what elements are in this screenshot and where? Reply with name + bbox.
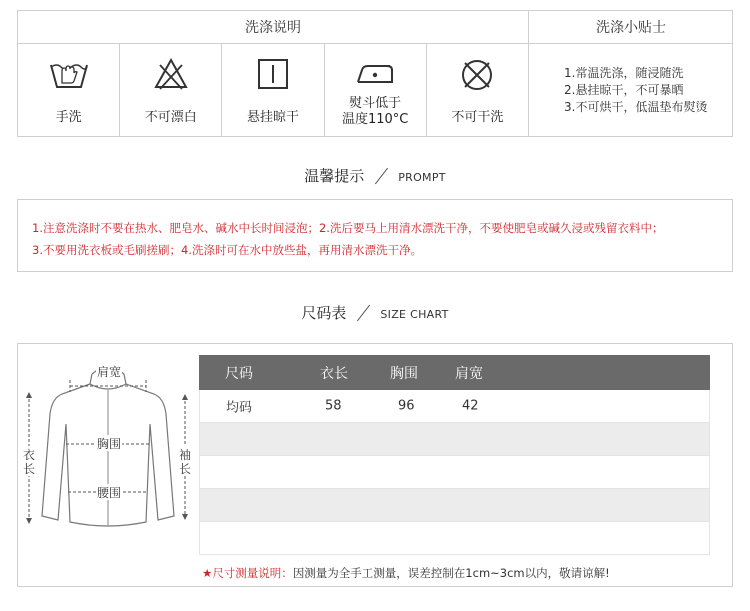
size-chart-section-title	[0, 302, 750, 323]
prompt-box	[17, 199, 733, 272]
care-label-hang-dry: 悬挂晾干	[246, 110, 299, 125]
prompt-title-en: PROMPT	[398, 171, 446, 184]
hang-dry-icon	[256, 57, 290, 91]
size-chart-title-cn: 尺码表	[301, 304, 347, 322]
table-cell: 均码	[226, 400, 253, 416]
prompt-line-2: 3.不要用洗衣板或毛刷搓刷；4.洗涤时可在水中放些盐，再用清水漂洗干净。	[32, 243, 422, 257]
size-table-header	[199, 355, 710, 390]
care-item-no-dry-clean	[427, 44, 529, 137]
care-label-iron-line1: 熨斗低于	[349, 96, 402, 111]
measurement-note-text: 因测量为全手工测量，误差控制在1cm~3cm以内，敬请谅解!	[292, 566, 610, 580]
table-row	[199, 522, 710, 555]
size-chart-title-en: SIZE CHART	[380, 308, 449, 321]
care-tip: 2.悬挂晾干，不可暴晒	[564, 83, 684, 97]
size-header-chest: 胸围	[390, 365, 418, 382]
care-title: 洗涤说明	[18, 11, 529, 44]
diagram-label-shoulder: 肩宽	[96, 365, 122, 379]
diagram-label-sleeve: 袖长	[178, 448, 192, 476]
table-row	[199, 489, 710, 522]
size-header-size: 尺码	[225, 365, 253, 382]
care-tip: 3.不可烘干，低温垫布熨烫	[564, 100, 708, 114]
measurement-note	[202, 565, 610, 581]
size-header-shoulder: 肩宽	[455, 365, 483, 382]
no-dry-clean-icon	[459, 57, 495, 93]
care-item-hang-dry	[222, 44, 324, 137]
table-cell: 58	[325, 398, 342, 414]
care-label-iron-line2: 温度110°C	[341, 112, 409, 127]
care-tips-title: 洗涤小贴士	[529, 11, 733, 44]
star-icon: ★	[202, 566, 213, 580]
measurement-note-label: 尺寸测量说明：	[212, 566, 293, 580]
care-label-no-bleach: 不可漂白	[144, 110, 197, 125]
diagram-label-waist: 腰围	[96, 486, 122, 500]
slash-divider	[374, 167, 388, 185]
care-item-iron	[325, 44, 427, 137]
care-label-iron	[325, 96, 426, 128]
table-row	[199, 456, 710, 489]
care-symbols-row	[18, 44, 529, 137]
hand-wash-icon	[49, 57, 89, 91]
care-item-no-bleach	[120, 44, 222, 137]
prompt-title-cn: 温馨提示	[304, 167, 365, 185]
iron-icon	[354, 58, 396, 88]
care-item-hand-wash	[18, 44, 120, 137]
care-label-hand-wash: 手洗	[55, 110, 82, 125]
table-row	[199, 423, 710, 456]
care-label-no-dry-clean: 不可干洗	[451, 110, 504, 125]
care-tip: 1.常温洗涤，随浸随洗	[564, 66, 684, 80]
diagram-label-length: 衣长	[22, 448, 36, 476]
size-table	[199, 355, 710, 555]
prompt-section-title	[0, 165, 750, 186]
care-tips-list	[529, 44, 733, 137]
table-row	[199, 390, 710, 423]
diagram-label-chest: 胸围	[96, 437, 122, 451]
size-chart-box	[17, 343, 733, 587]
no-bleach-icon	[153, 57, 189, 91]
table-cell: 96	[398, 398, 415, 414]
slash-divider	[356, 304, 370, 322]
care-instructions-table	[17, 10, 733, 137]
prompt-line-1: 1.注意洗涤时不要在热水、肥皂水、碱水中长时间浸泡；2.洗后要马上用清水漂洗干净，不要使肥皂或碱久浸或残留衣料中；	[32, 221, 664, 235]
garment-measurement-diagram	[20, 354, 196, 554]
table-cell: 42	[462, 398, 479, 414]
size-header-length: 衣长	[320, 365, 348, 382]
